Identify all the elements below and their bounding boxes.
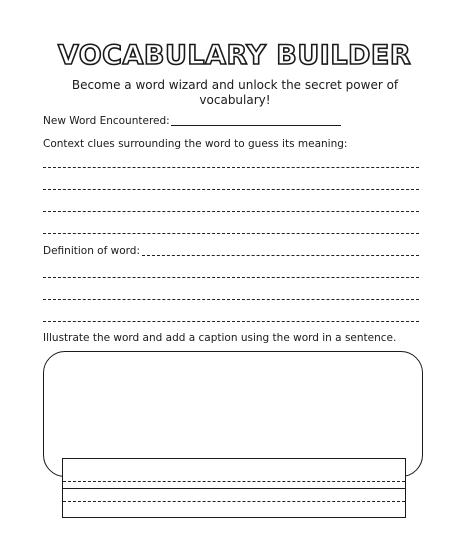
caption-line-2[interactable] xyxy=(63,501,405,502)
definition-field[interactable] xyxy=(142,255,419,256)
context-clues-label: Context clues surrounding the word to guess its meaning: xyxy=(43,138,348,150)
context-answer-line-4[interactable] xyxy=(43,233,419,234)
definition-answer-line-2[interactable] xyxy=(43,299,419,300)
caption-box[interactable] xyxy=(62,458,406,518)
worksheet-title: VOCABULARY BUILDER xyxy=(57,40,412,71)
context-answer-line-1[interactable] xyxy=(43,167,419,168)
worksheet-subtitle: Become a word wizard and unlock the secret power of vocabulary! xyxy=(71,78,399,107)
caption-line-1[interactable] xyxy=(63,481,405,482)
context-answer-line-3[interactable] xyxy=(43,211,419,212)
illustrate-label: Illustrate the word and add a caption using the word in a sentence. xyxy=(43,332,397,344)
definition-label: Definition of word: xyxy=(43,245,140,257)
new-word-label: New Word Encountered: xyxy=(43,115,170,127)
definition-answer-line-3[interactable] xyxy=(43,321,419,322)
new-word-field[interactable] xyxy=(171,125,341,126)
caption-divider xyxy=(63,488,405,489)
context-answer-line-2[interactable] xyxy=(43,189,419,190)
definition-answer-line-1[interactable] xyxy=(43,277,419,278)
